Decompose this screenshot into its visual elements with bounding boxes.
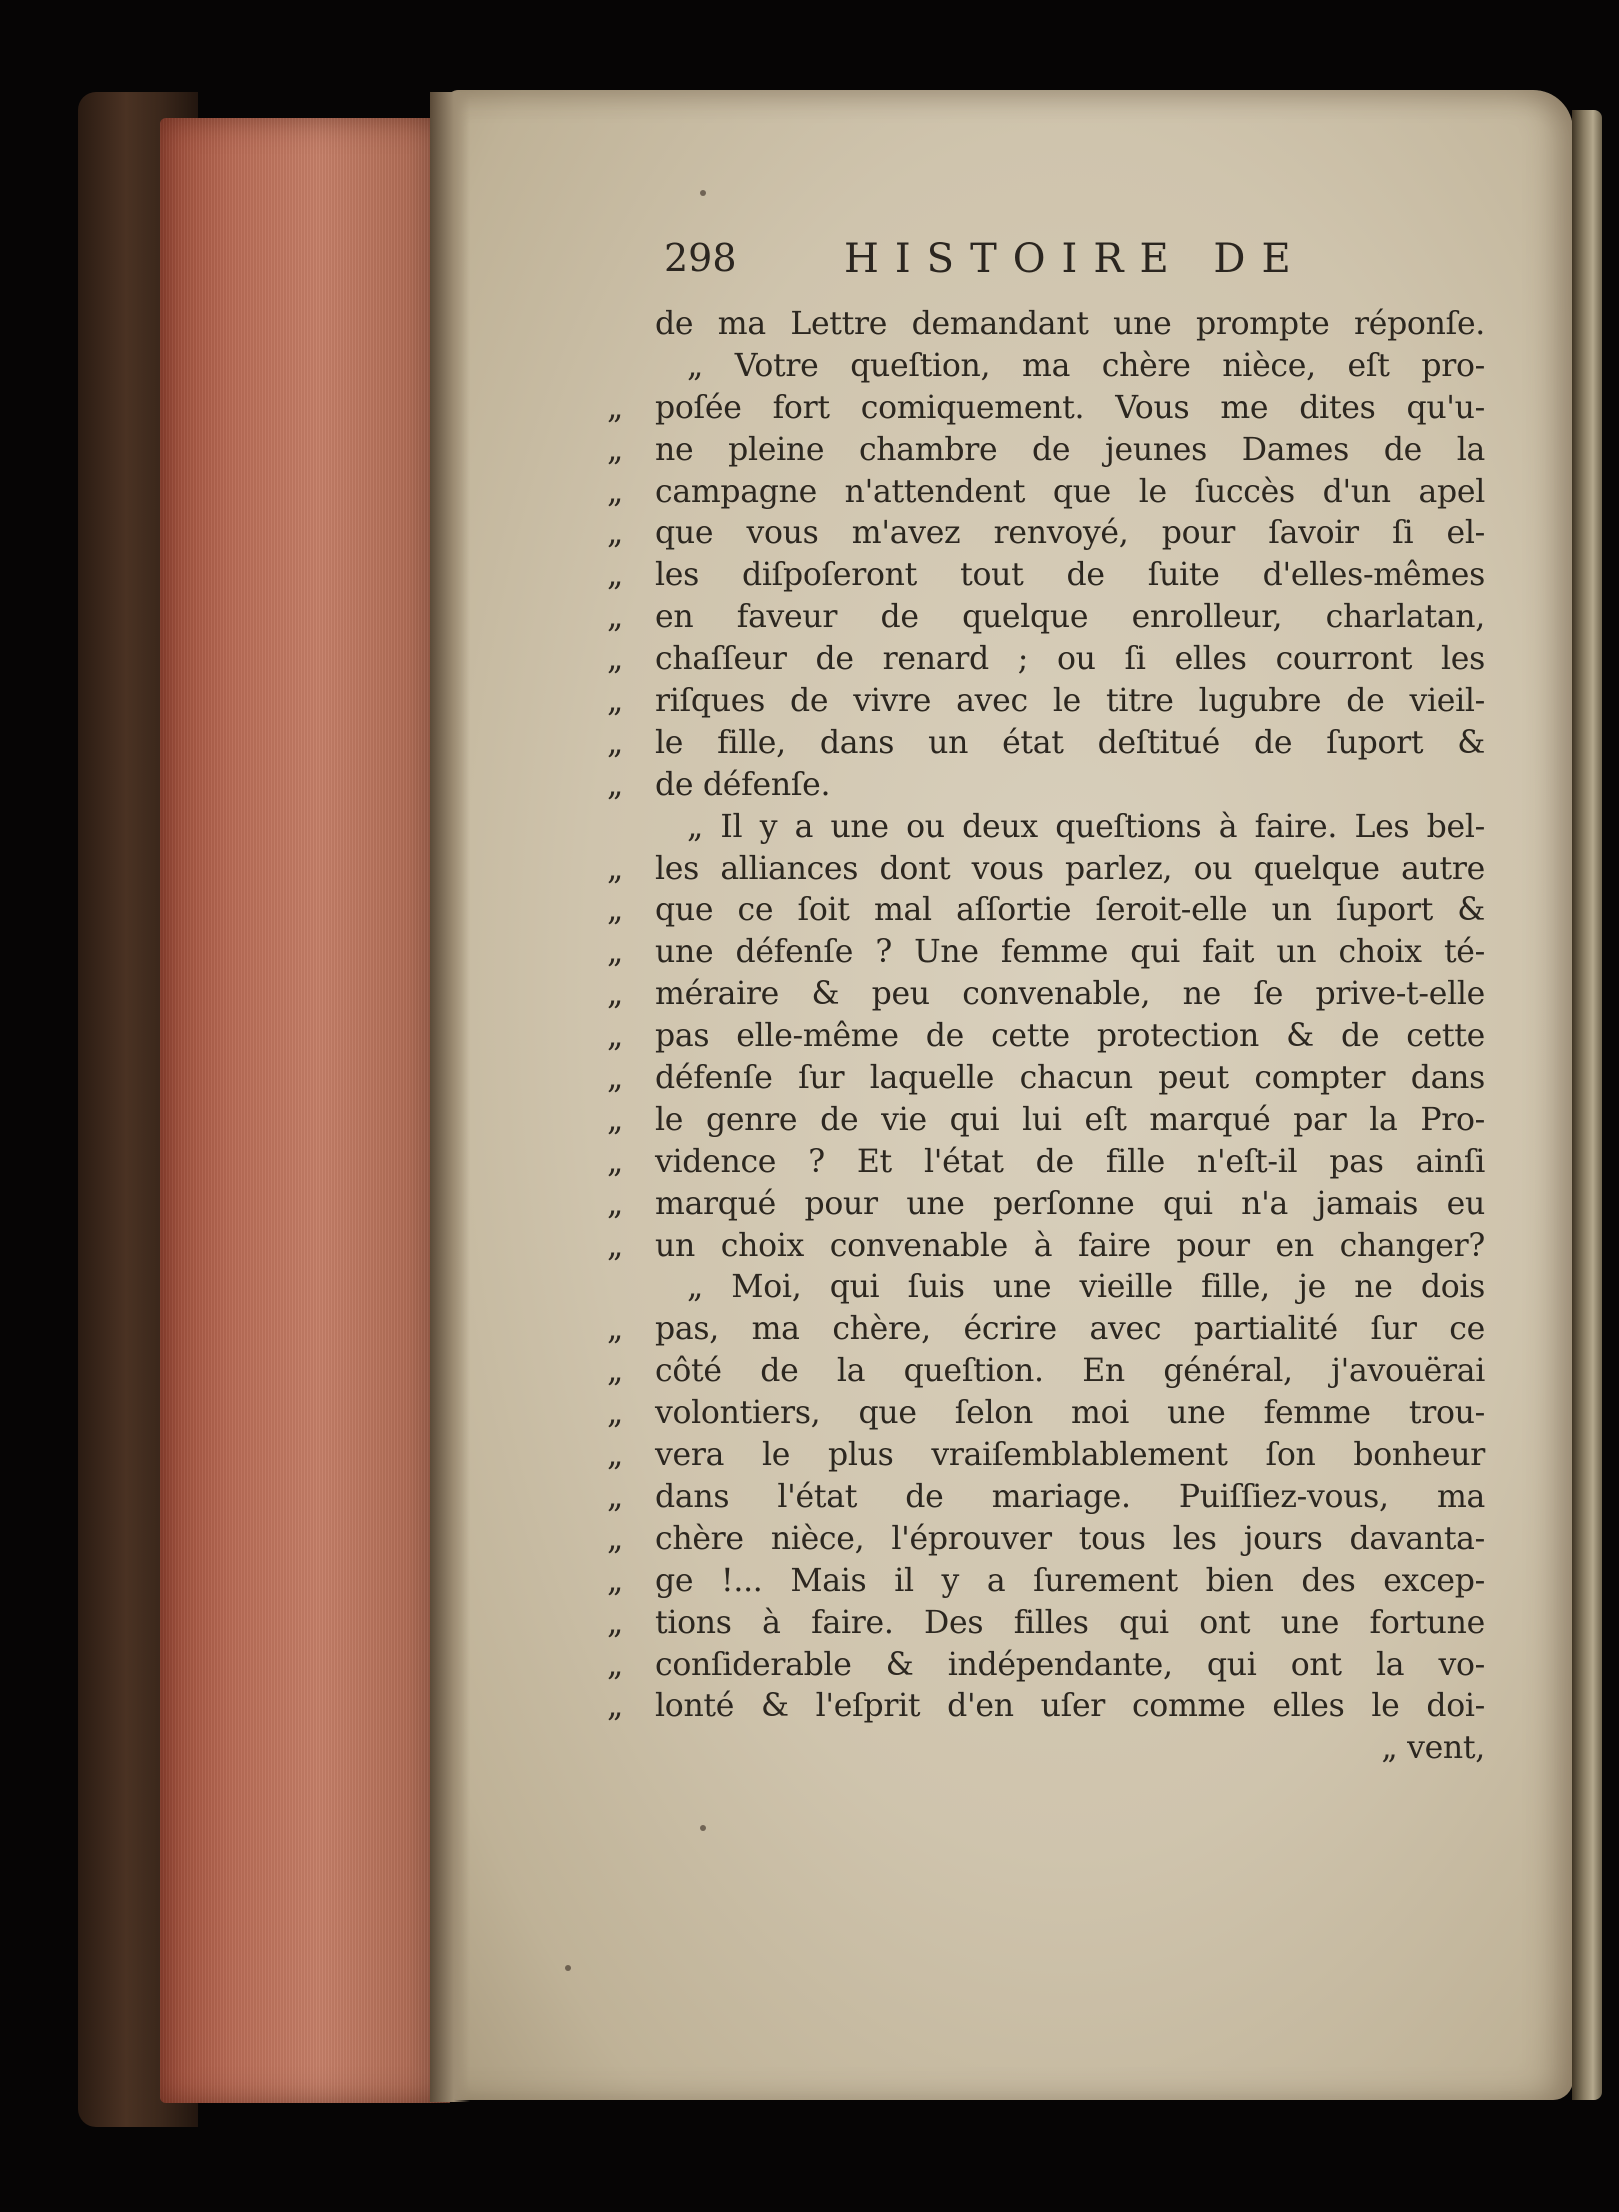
next-page-edge [1572, 110, 1602, 2100]
quote-mark: „ [607, 766, 624, 803]
quote-mark: „ [607, 1437, 624, 1474]
quote-mark: „ [607, 1060, 624, 1097]
quote-mark: „ [607, 1478, 624, 1515]
text-line [607, 1393, 1485, 1435]
line-text: poſée fort comiquement. Vous me dites qu'u- [655, 389, 1485, 426]
quote-mark: „ [607, 1604, 624, 1641]
text-line [607, 1435, 1485, 1477]
line-text: „ Moi, qui ſuis une vieille fille, je ne dois [687, 1269, 1485, 1306]
line-text: „ Votre queſtion, ma chère nièce, eſt pro- [687, 347, 1485, 384]
line-text: volontiers, que ſelon moi une femme trou- [655, 1395, 1485, 1432]
paper-speck [565, 1965, 571, 1971]
text-line [607, 597, 1485, 639]
quote-mark: „ [607, 850, 624, 887]
quote-mark: „ [607, 641, 624, 678]
quote-mark: „ [607, 515, 624, 552]
line-text: le genre de vie qui lui eſt marqué par la Pro- [655, 1101, 1485, 1138]
gutter-shadow [430, 92, 470, 2102]
text-line [607, 1351, 1485, 1393]
quote-mark: „ [607, 1311, 624, 1348]
text-line [607, 1686, 1485, 1728]
page-edges [160, 118, 450, 2103]
line-text: ge !... Mais il y a ſurement bien des excep- [655, 1562, 1485, 1599]
line-text: de défenſe. [655, 766, 831, 803]
quote-mark: „ [607, 1688, 624, 1725]
text-line [607, 555, 1485, 597]
paper-speck [700, 190, 706, 196]
catchword: „ vent, [1381, 1730, 1485, 1767]
quote-mark: „ [607, 1185, 624, 1222]
text-line [607, 472, 1485, 514]
text-line [655, 346, 1485, 388]
quote-mark: „ [607, 1395, 624, 1432]
line-text: en faveur de quelque enrolleur, charlatan, [655, 599, 1485, 636]
quote-mark: „ [607, 1353, 624, 1390]
quote-mark: „ [607, 934, 624, 971]
page-number: 298 [664, 236, 737, 280]
line-text: les diſpoſeront tout de ſuite d'elles-mêmes [655, 557, 1485, 594]
text-line [607, 681, 1485, 723]
text-line [607, 1519, 1485, 1561]
text-line [607, 639, 1485, 681]
text-line [607, 1603, 1485, 1645]
text-line [655, 304, 1485, 346]
text-line [607, 849, 1485, 891]
text-line [607, 765, 1485, 807]
text-line [607, 932, 1485, 974]
quote-mark: „ [607, 557, 624, 594]
line-text: vidence ? Et l'état de fille n'eſt-il pas ainſi [655, 1143, 1485, 1180]
text-line [607, 388, 1485, 430]
quote-mark: „ [607, 1101, 624, 1138]
line-text: les alliances dont vous parlez, ou quelque autre [655, 850, 1485, 887]
text-line [607, 890, 1485, 932]
line-text: défenſe ſur laquelle chacun peut compter dans [655, 1060, 1485, 1097]
text-line [607, 1058, 1485, 1100]
line-text: chère nièce, l'éprouver tous les jours davanta- [655, 1520, 1485, 1557]
page-header [664, 236, 1424, 296]
line-text: campagne n'attendent que le ſuccès d'un apel [655, 473, 1485, 510]
line-text: chaſſeur de renard ; ou ſi elles courront les [655, 641, 1485, 678]
line-text: le fille, dans un état deſtitué de ſuport & [655, 724, 1485, 761]
quote-mark: „ [607, 1520, 624, 1557]
text-line [655, 1267, 1485, 1309]
quote-mark: „ [607, 1562, 624, 1599]
text-line [655, 807, 1485, 849]
text-line [607, 1016, 1485, 1058]
line-text: pas, ma chère, écrire avec partialité ſur ce [655, 1311, 1485, 1348]
text-line [607, 1309, 1485, 1351]
line-text: côté de la queſtion. En général, j'avouërai [655, 1353, 1485, 1390]
line-text: riſques de vivre avec le titre lugubre de vieil- [655, 683, 1485, 720]
text-line [607, 974, 1485, 1016]
line-text: „ Il y a une ou deux queſtions à faire. Les bel- [687, 808, 1485, 845]
quote-mark: „ [607, 892, 624, 929]
quote-mark: „ [607, 1227, 624, 1264]
line-text: méraire & peu convenable, ne ſe prive-t-elle [655, 976, 1485, 1013]
text-block [607, 304, 1485, 1770]
line-text: un choix convenable à faire pour en changer? [655, 1227, 1485, 1264]
line-text: lonté & l'eſprit d'en uſer comme elles le doi- [655, 1688, 1485, 1725]
text-line [607, 1226, 1485, 1268]
text-line [607, 1561, 1485, 1603]
line-text: que ce ſoit mal aſſortie ſeroit-elle un ſuport & [655, 892, 1485, 929]
quote-mark: „ [607, 1646, 624, 1683]
quote-mark: „ [607, 389, 624, 426]
text-line [607, 1184, 1485, 1226]
quote-mark: „ [607, 683, 624, 720]
text-line [607, 1100, 1485, 1142]
line-text: tions à faire. Des filles qui ont une fortune [655, 1604, 1485, 1641]
line-text: marqué pour une perſonne qui n'a jamais eu [655, 1185, 1485, 1222]
text-line [607, 430, 1485, 472]
line-text: que vous m'avez renvoyé, pour ſavoir ſi el- [655, 515, 1485, 552]
line-text: une défenſe ? Une femme qui fait un choix té- [655, 934, 1485, 971]
text-line [607, 1477, 1485, 1519]
quote-mark: „ [607, 976, 624, 1013]
quote-mark: „ [607, 1018, 624, 1055]
running-head: HISTOIRE DE [844, 236, 1307, 282]
line-text: dans l'état de mariage. Puiſſiez-vous, ma [655, 1478, 1485, 1515]
line-text: de ma Lettre demandant une prompte réponſe. [655, 306, 1485, 342]
text-line [607, 513, 1485, 555]
quote-mark: „ [607, 431, 624, 468]
quote-mark: „ [607, 724, 624, 761]
quote-mark: „ [607, 599, 624, 636]
quote-mark: „ [607, 1143, 624, 1180]
line-text: vera le plus vraiſemblablement ſon bonheur [655, 1437, 1485, 1474]
quote-mark: „ [607, 473, 624, 510]
line-text: conſiderable & indépendante, qui ont la vo- [655, 1646, 1485, 1683]
line-text: pas elle-même de cette protection & de cette [655, 1018, 1485, 1055]
paper-speck [700, 1825, 706, 1831]
text-line [607, 1142, 1485, 1184]
text-line [607, 1645, 1485, 1687]
line-text: ne pleine chambre de jeunes Dames de la [655, 431, 1485, 468]
text-line [607, 723, 1485, 765]
